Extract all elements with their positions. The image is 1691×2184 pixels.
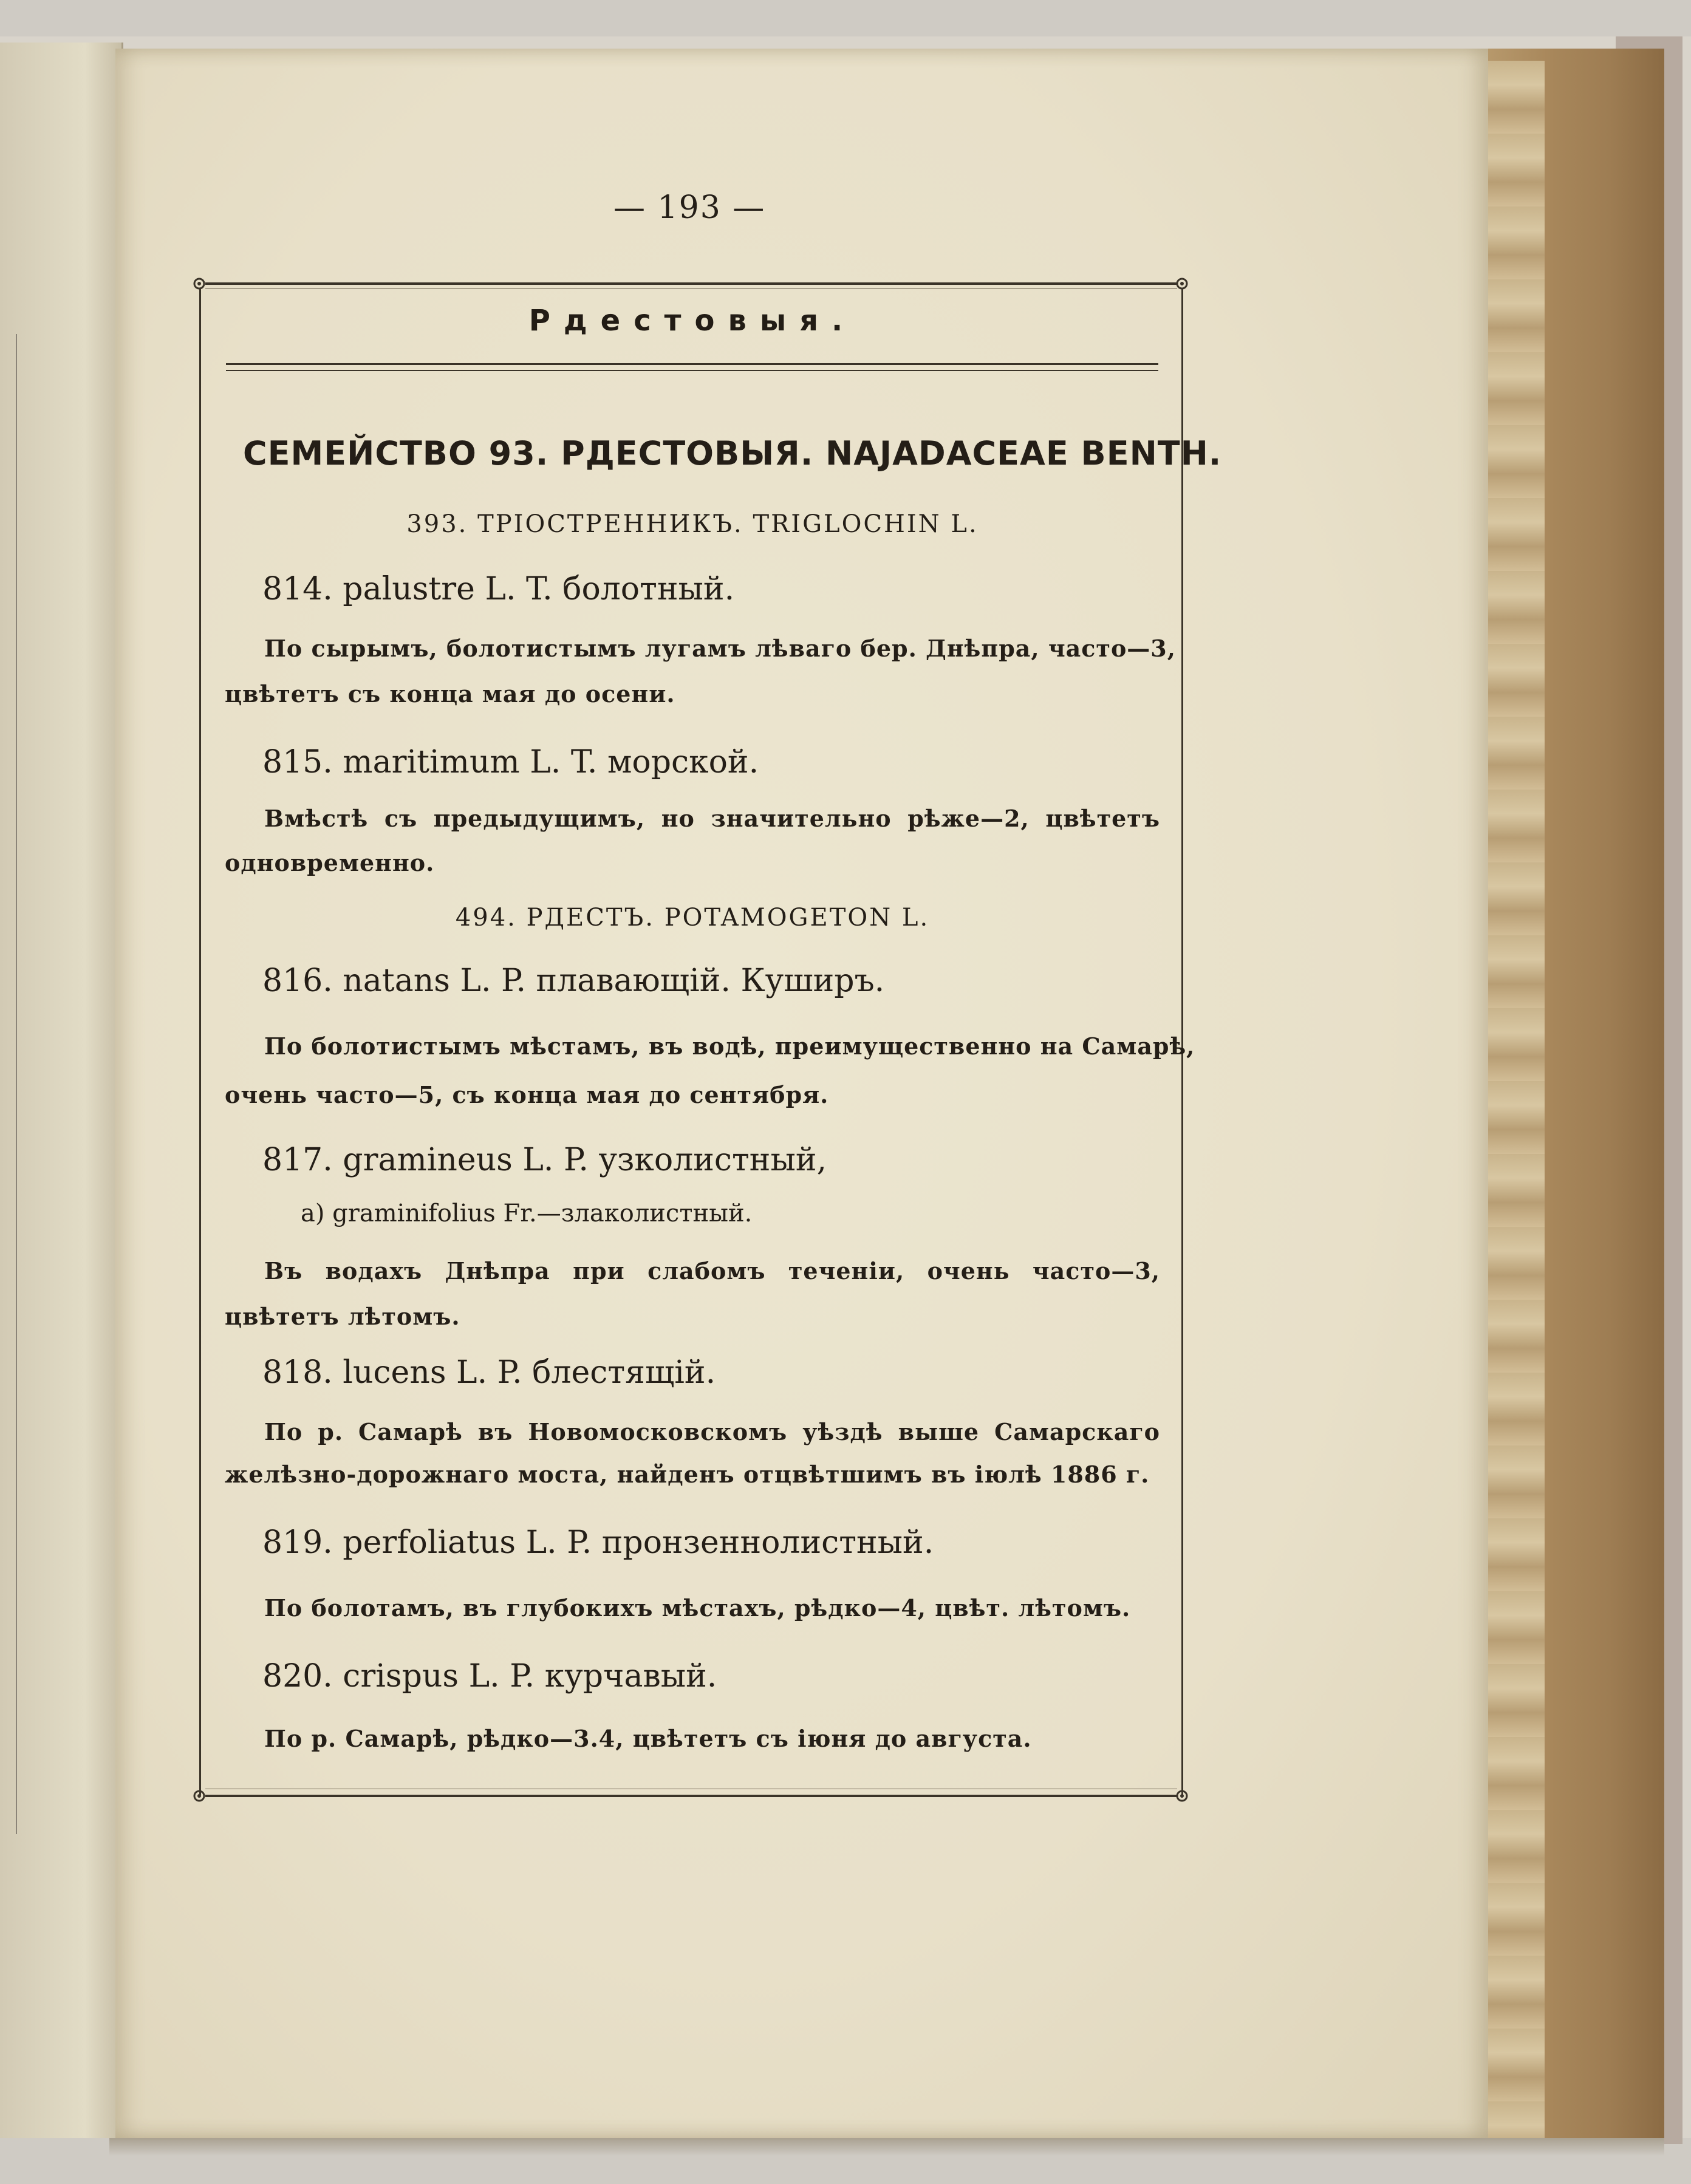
species-entry-title: 818. lucens L. P. блестящій. xyxy=(262,1354,716,1391)
species-description: По сырымъ, болотистымъ лугамъ лѣваго бер. Днѣпра, часто—3, xyxy=(264,635,1176,662)
species-description: Вмѣстѣ съ предыдущимъ, но значительно рѣже—2, цвѣтетъ xyxy=(264,805,1160,832)
section-title: Рдестовыя. xyxy=(528,304,856,338)
species-entry-title: 820. crispus L. P. курчавый. xyxy=(262,1658,717,1694)
species-entry-title: 814. palustre L. T. болотный. xyxy=(262,571,735,607)
species-description: По болотамъ, въ глубокихъ мѣстахъ, рѣдко—4, цвѣт. лѣтомъ. xyxy=(264,1594,1131,1622)
family-heading: СЕМЕЙСТВО 93. РДЕСТОВЫЯ. NAJADACEAE BENTH. xyxy=(243,434,1222,473)
left-page xyxy=(0,43,123,2138)
genus-heading: 494. РДЕСТЪ. POTAMOGETON L. xyxy=(455,904,930,932)
title-rule xyxy=(226,370,1158,371)
genus-heading: 393. ТРІОСТРЕННИКЪ. TRIGLOCHIN L. xyxy=(406,510,979,538)
species-description: Въ водахъ Днѣпра при слабомъ теченіи, очень часто—3, xyxy=(264,1257,1160,1285)
species-entry-title: 819. perfoliatus L. P. пронзеннолистный. xyxy=(262,1524,934,1561)
corner-ornament-icon xyxy=(191,1787,208,1804)
species-description: желѣзно-дорожнаго моста, найденъ отцвѣтшимъ въ іюлѣ 1886 г. xyxy=(225,1461,1150,1488)
species-description: По р. Самарѣ въ Новомосковскомъ уѣздѣ выше Самарскаго xyxy=(264,1418,1160,1445)
corner-ornament-icon xyxy=(191,275,208,292)
title-rule xyxy=(226,363,1158,365)
frame-bottom-line xyxy=(205,1795,1177,1797)
corner-ornament-icon xyxy=(1173,1787,1191,1804)
frame-top-line xyxy=(205,282,1177,285)
corner-ornament-icon xyxy=(1173,275,1191,292)
variety-entry: a) graminifolius Fr.—злаколистный. xyxy=(301,1199,753,1227)
species-description: цвѣтетъ лѣтомъ. xyxy=(225,1303,460,1330)
species-entry-title: 816. natans L. P. плавающій. Куширъ. xyxy=(262,963,885,999)
book-bottom-shadow xyxy=(109,2138,1664,2156)
species-description: По болотистымъ мѣстамъ, въ водѣ, преимущественно на Самарѣ, xyxy=(264,1032,1195,1060)
species-description: очень часто—5, съ конца мая до сентября. xyxy=(225,1081,829,1108)
species-description: цвѣтетъ съ конца мая до осени. xyxy=(225,680,675,708)
left-page-frame-line xyxy=(16,334,17,1834)
species-description: одновременно. xyxy=(225,849,435,876)
species-entry-title: 817. gramineus L. P. узколистный, xyxy=(262,1142,827,1178)
species-entry-title: 815. maritimum L. T. морской. xyxy=(262,744,759,780)
species-description: По р. Самарѣ, рѣдко—3.4, цвѣтетъ съ іюня до августа. xyxy=(264,1725,1032,1752)
frame-top-hairline xyxy=(205,288,1177,289)
page-number: — 193 — xyxy=(613,189,766,226)
